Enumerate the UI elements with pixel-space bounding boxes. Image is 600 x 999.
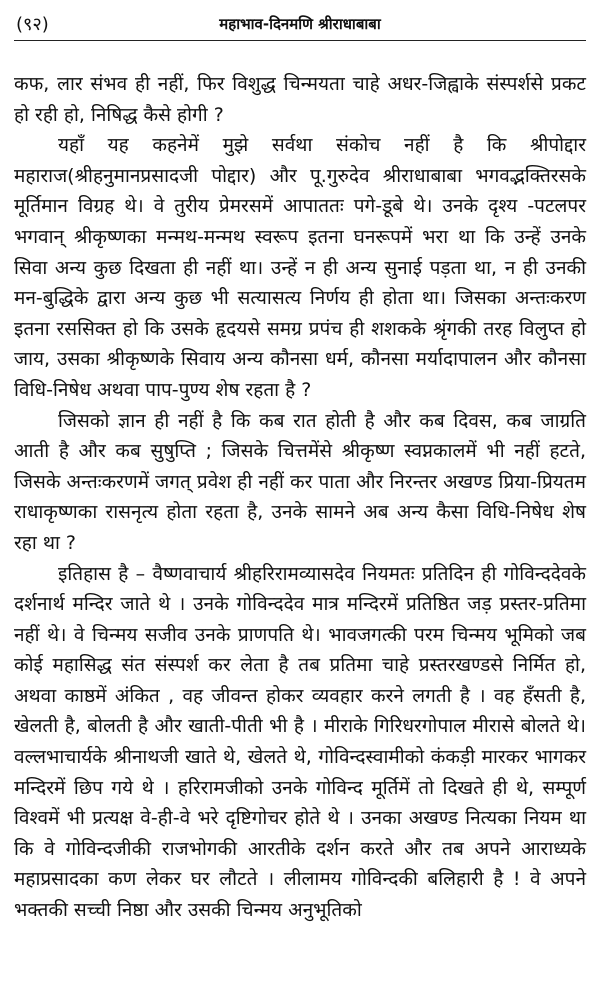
paragraph-1: कफ, लार संभव ही नहीं, फिर विशुद्ध चिन्मयता चाहे अधर-जिह्वाके संस्पर्शसे प्रकट हो रही हो, निषिद्ध कैसे होगी ? [14, 73, 586, 126]
page-number: (९२) [16, 14, 49, 35]
page-header [14, 6, 586, 41]
paragraph-4: इतिहास है – वैष्णवाचार्य श्रीहरिरामव्यासदेव नियमतः प्रतिदिन ही गोविन्ददेवके दर्शनार्थ मन्दिर जाते थे । उनके गोविन्ददेव मात्र मन्दिरमें प्रतिष्ठित जड़ प्रस्तर-प्रतिमा नहीं थे। वे चिन्मय सजीव उनके प्राणपति थे। भावजगत्की परम चिन्मय भूमिको जब कोई महासिद्ध संत संस्पर्श कर लेता है तब प्रतिमा चाहे प्रस्तरखण्डसे निर्मित हो, अथवा काष्ठमें अंकित , वह जीवन्त होकर व्यवहार करने लगती है । वह हँसती है, खेलती है, बोलती है और खाती-पीती भी है । मीराके गिरिधरगोपाल मीरासे बोलते थे। वल्लभाचार्यके श्रीनाथजी खाते थे, खेलते थे, गोविन्दस्वामीको कंकड़ी मारकर भागकर मन्दिरमें छिप गये थे । हरिरामजीको उनके गोविन्द मूर्तिमें तो दिखते ही थे, सम्पूर्ण विश्वमें भी प्रत्यक्ष वे-ही-वे भरे दृष्टिगोचर होते थे । उनका अखण्ड नित्यका नियम था कि वे गोविन्दजीकी राजभोगकी आरतीके दर्शन करते और तब अपने आराध्यके महाप्रसादका कण लेकर घर लौटते । लीलामय गोविन्दकी बलिहारी है ! वे अपने भक्तकी सच्ची निष्ठा और उसकी चिन्मय अनुभूतिको [14, 562, 586, 922]
paragraph-3: जिसको ज्ञान ही नहीं है कि कब रात होती है और कब दिवस, कब जाग्रति आती है और कब सुषुप्ति ; जिसके चित्तमेंसे श्रीकृष्ण स्वप्नकालमें भी नहीं हटते, जिसके अन्तःकरणमें जगत् प्रवेश ही नहीं कर पाता और निरन्तर अखण्ड प्रिया-प्रियतम राधाकृष्णका रासनृत्य होता रहता है, उनके सामने अब अन्य कैसा विधि-निषेध शेष रहा था ? [14, 409, 586, 554]
running-title: महाभाव-दिनमणि श्रीराधाबाबा [219, 15, 381, 33]
body-text [14, 69, 586, 926]
paragraph-2: यहाँ यह कहनेमें मुझे सर्वथा संकोच नहीं है कि श्रीपोद्दार महाराज(श्रीहनुमानप्रसादजी पोद्दार) और पू.गुरुदेव श्रीराधाबाबा भगवद्भक्तिरसके मूर्तिमान विग्रह थे। वे तुरीय प्रेमरसमें आपाततः पगे-डूबे थे। उनके दृश्य -पटलपर भगवान् श्रीकृष्णका मन्मथ-मन्मथ स्वरूप इतना घनरूपमें भरा था कि उन्हें उनके सिवा अन्य कुछ दिखता ही नहीं था। उन्हें न ही अन्य सुनाई पड़ता था, न ही उनकी मन-बुद्धिके द्वारा अन्य कुछ भी सत्यासत्य निर्णय ही होता था। जिसका अन्तःकरण इतना रससिक्त हो कि उसके हृदयसे समग्र प्रपंच ही शशकके श्रृंगकी तरह विलुप्त हो जाय, उसका श्रीकृष्णके सिवाय अन्य कौनसा धर्म, कौनसा मर्यादापालन और कौनसा विधि-निषेध अथवा पाप-पुण्य शेष रहता है ? [14, 134, 586, 401]
